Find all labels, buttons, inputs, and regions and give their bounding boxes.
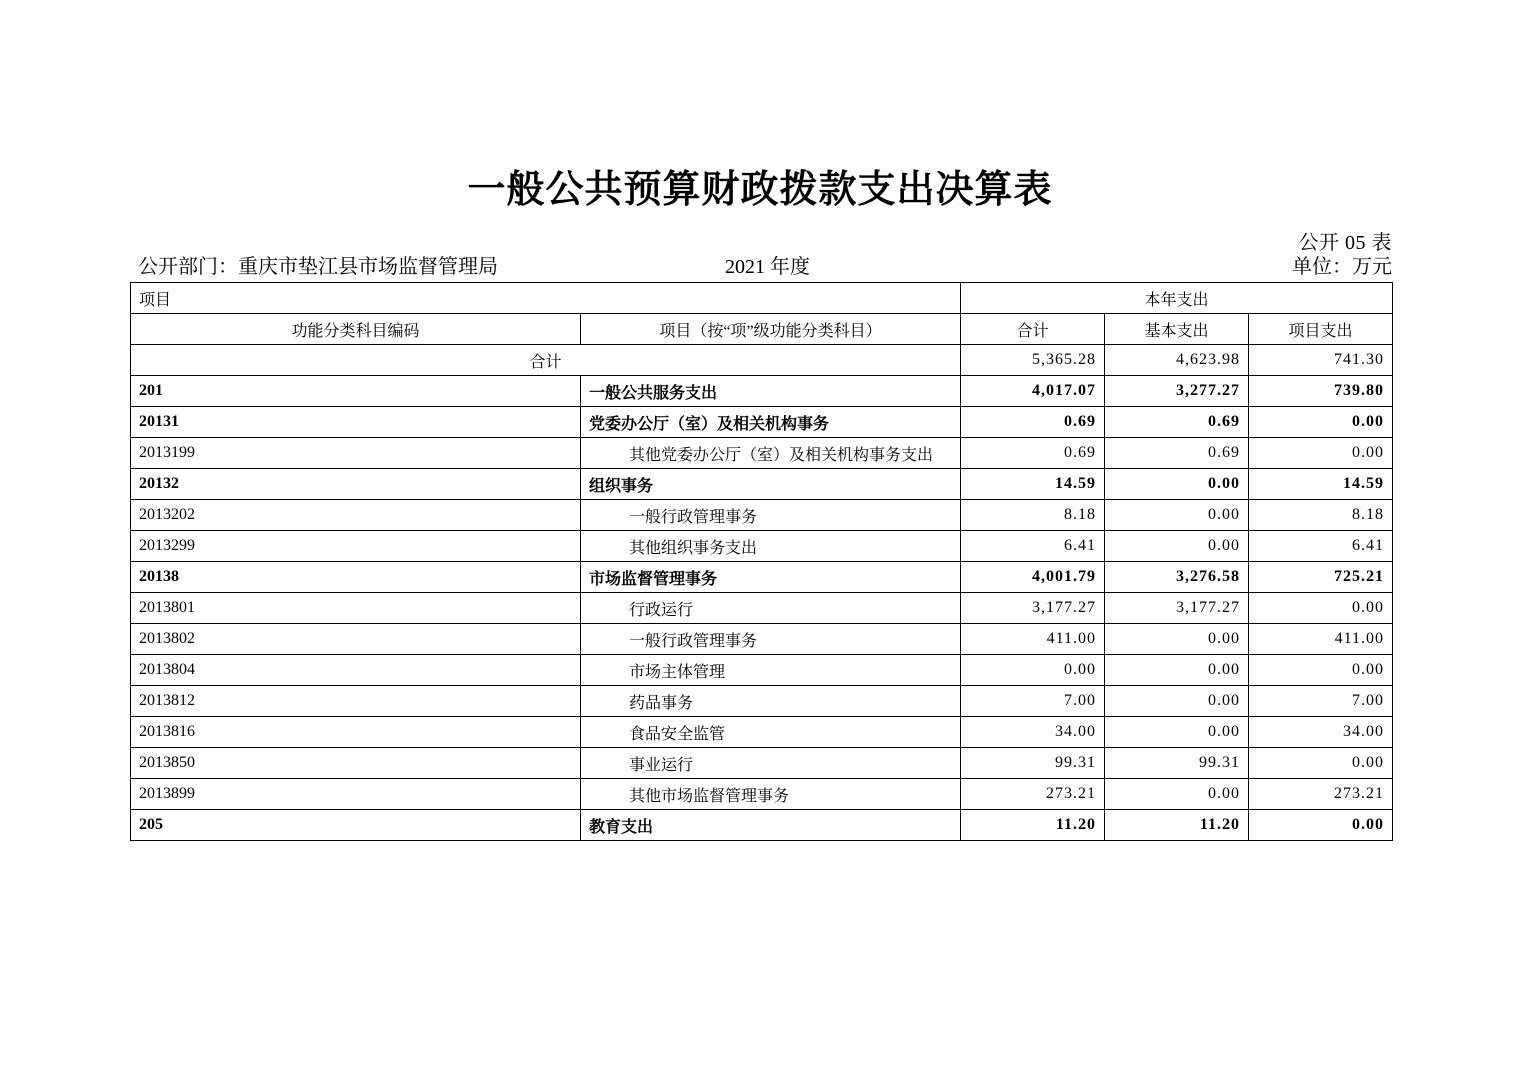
row-code: 20132 [131, 469, 581, 500]
row-total: 4,017.07 [961, 376, 1105, 407]
row-code: 2013802 [131, 624, 581, 655]
row-item-name: 其他党委办公厅（室）及相关机构事务支出 [581, 438, 961, 469]
header-year-group: 本年支出 [961, 283, 1393, 314]
row-code: 2013801 [131, 593, 581, 624]
row-total: 0.69 [961, 438, 1105, 469]
expenditure-table [130, 282, 1393, 841]
row-item-name: 组织事务 [581, 469, 961, 500]
row-item-name: 党委办公厅（室）及相关机构事务 [581, 407, 961, 438]
row-item-name: 事业运行 [581, 748, 961, 779]
row-total: 6.41 [961, 531, 1105, 562]
row-project: 725.21 [1249, 562, 1393, 593]
row-basic: 0.69 [1105, 407, 1249, 438]
table-row [131, 624, 1393, 655]
table-row [131, 376, 1393, 407]
row-project: 273.21 [1249, 779, 1393, 810]
table-row [131, 407, 1393, 438]
row-item-name: 一般行政管理事务 [581, 624, 961, 655]
row-project: 0.00 [1249, 407, 1393, 438]
row-project: 411.00 [1249, 624, 1393, 655]
table-row [131, 655, 1393, 686]
row-project: 0.00 [1249, 810, 1393, 841]
row-basic: 11.20 [1105, 810, 1249, 841]
row-project: 8.18 [1249, 500, 1393, 531]
total-row-project: 741.30 [1249, 345, 1393, 376]
row-item-name: 行政运行 [581, 593, 961, 624]
form-number: 公开 05 表 [1298, 232, 1392, 254]
row-basic: 0.00 [1105, 717, 1249, 748]
row-basic: 0.00 [1105, 686, 1249, 717]
row-item-name: 其他市场监督管理事务 [581, 779, 961, 810]
table-row [131, 500, 1393, 531]
row-project: 0.00 [1249, 655, 1393, 686]
row-basic: 0.69 [1105, 438, 1249, 469]
row-code: 2013202 [131, 500, 581, 531]
table-row [131, 779, 1393, 810]
page-title: 一般公共预算财政拨款支出决算表 [467, 169, 1053, 211]
total-row-total: 5,365.28 [961, 345, 1105, 376]
year-label: 2021 年度 [725, 256, 810, 278]
row-basic: 0.00 [1105, 779, 1249, 810]
row-code: 2013899 [131, 779, 581, 810]
row-total: 0.00 [961, 655, 1105, 686]
row-code: 201 [131, 376, 581, 407]
row-total: 34.00 [961, 717, 1105, 748]
row-basic: 0.00 [1105, 469, 1249, 500]
row-code: 2013812 [131, 686, 581, 717]
table-header-row [131, 314, 1393, 345]
total-row-label: 合计 [131, 345, 961, 376]
row-code: 20138 [131, 562, 581, 593]
total-row-basic: 4,623.98 [1105, 345, 1249, 376]
row-basic: 3,177.27 [1105, 593, 1249, 624]
row-item-name: 食品安全监管 [581, 717, 961, 748]
row-basic: 3,277.27 [1105, 376, 1249, 407]
row-basic: 3,276.58 [1105, 562, 1249, 593]
row-project: 739.80 [1249, 376, 1393, 407]
table-row [131, 686, 1393, 717]
row-total: 411.00 [961, 624, 1105, 655]
row-code: 205 [131, 810, 581, 841]
row-code: 2013199 [131, 438, 581, 469]
row-basic: 0.00 [1105, 531, 1249, 562]
row-item-name: 药品事务 [581, 686, 961, 717]
table-row [131, 810, 1393, 841]
header-col-project: 项目支出 [1249, 314, 1393, 345]
row-project: 0.00 [1249, 593, 1393, 624]
row-total: 99.31 [961, 748, 1105, 779]
row-total: 11.20 [961, 810, 1105, 841]
table-row-total [131, 345, 1393, 376]
row-code: 2013804 [131, 655, 581, 686]
row-item-name: 一般公共服务支出 [581, 376, 961, 407]
table-header-group-row [131, 283, 1393, 314]
row-total: 3,177.27 [961, 593, 1105, 624]
table-row [131, 748, 1393, 779]
row-basic: 0.00 [1105, 655, 1249, 686]
row-item-name: 市场主体管理 [581, 655, 961, 686]
row-item-name: 其他组织事务支出 [581, 531, 961, 562]
row-project: 6.41 [1249, 531, 1393, 562]
table-row [131, 438, 1393, 469]
table-row [131, 717, 1393, 748]
row-total: 4,001.79 [961, 562, 1105, 593]
row-total: 0.69 [961, 407, 1105, 438]
table-row [131, 469, 1393, 500]
table-row [131, 593, 1393, 624]
row-total: 8.18 [961, 500, 1105, 531]
row-code: 2013850 [131, 748, 581, 779]
row-project: 0.00 [1249, 438, 1393, 469]
table-row [131, 562, 1393, 593]
header-col-code: 功能分类科目编码 [131, 314, 581, 345]
row-item-name: 一般行政管理事务 [581, 500, 961, 531]
row-basic: 0.00 [1105, 500, 1249, 531]
row-project: 34.00 [1249, 717, 1393, 748]
table-row [131, 531, 1393, 562]
department-label: 公开部门：重庆市垫江县市场监督管理局 [138, 256, 498, 278]
row-basic: 0.00 [1105, 624, 1249, 655]
row-project: 0.00 [1249, 748, 1393, 779]
row-total: 7.00 [961, 686, 1105, 717]
header-col-item: 项目（按“项”级功能分类科目） [581, 314, 961, 345]
row-code: 20131 [131, 407, 581, 438]
row-item-name: 教育支出 [581, 810, 961, 841]
row-total: 273.21 [961, 779, 1105, 810]
row-code: 2013299 [131, 531, 581, 562]
header-item-group: 项目 [131, 283, 961, 314]
header-col-total: 合计 [961, 314, 1105, 345]
header-col-basic: 基本支出 [1105, 314, 1249, 345]
row-basic: 99.31 [1105, 748, 1249, 779]
document-meta [130, 250, 1392, 278]
row-project: 7.00 [1249, 686, 1393, 717]
row-project: 14.59 [1249, 469, 1393, 500]
row-code: 2013816 [131, 717, 581, 748]
row-item-name: 市场监督管理事务 [581, 562, 961, 593]
unit-label: 单位：万元 [1292, 256, 1392, 278]
row-total: 14.59 [961, 469, 1105, 500]
